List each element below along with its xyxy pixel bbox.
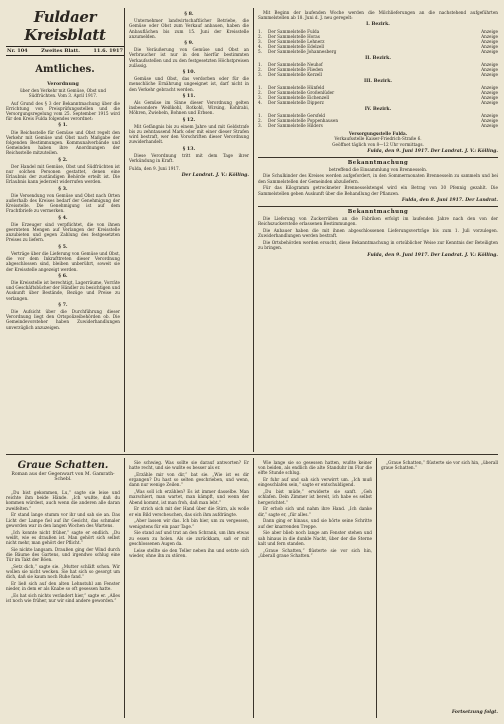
office-signature: Fulda, den 9. Juni 1917. Der Landrat. J. V.: Kölling. (367, 148, 498, 154)
list-item: 5. Der Sammelstelle Johannesberg Anzeige (258, 48, 498, 54)
list-heading: III. Bezirk. (363, 78, 392, 84)
office-line: Geöffnet täglich von 8—12 Uhr vormittags. (332, 141, 424, 147)
office-line: Versorgungsstelle Fulda. (348, 131, 408, 137)
issue-number: Nr. 104 (7, 48, 28, 54)
list-item: 1. Der Sammelstelle Hünfeld Anzeige (258, 85, 498, 91)
notice-signature: Fulda, den 8. Juni 1917. Der Landrat. (401, 197, 498, 203)
notice-subtitle: betreffend die Einsammlung von Brennesseln. (328, 167, 428, 173)
regulation-intro: Auf Grund des § 3 der Bekanntmachung über die Errichtung von Preisprüfungsstellen und die Versorgungsregelung vom 25. September 1915 wird für den Kreis Fulda folgendes verordnet: (6, 100, 120, 122)
notice-text: Die Anbauer haben die mit ihnen abgeschlossenen Lieferungsverträge bis zum 1. Juli vorzulegen. Zuwiderhandlungen werden bestraft. (258, 228, 498, 239)
paragraph-number: § 10. (182, 69, 196, 76)
paragraph-number: § 13. (182, 145, 196, 152)
list-item: 1. Der Sammelstelle Fulda Anzeige (258, 28, 498, 34)
novel-paragraph: Er stand lange stumm vor ihr und sah sie an. Das Licht der Lampe fiel auf ihr Gesicht, das schmaler geworden war in den langen Wochen des Wartens. (6, 512, 120, 528)
signature-place: Fulda, den 9. Juni 1917. (129, 166, 181, 172)
signature: Der Landrat. J. V.: Kölling. (181, 173, 249, 179)
masthead (6, 6, 124, 78)
list-item: 3. Der Sammelstelle Lehnerz Anzeige (258, 38, 498, 44)
regulation-column-left (6, 80, 120, 450)
issue-line (6, 46, 124, 56)
notice-signature: Fulda, den 9. Juni 1917. Der Landrat. J. V.: Kölling. (367, 252, 498, 258)
notice-text: Für das Kilogramm getrockneter Brennesselstengel wird ein Betrag von 30 Pfennig gezahlt. Die Sammelstellen geben Auskunft über die Behandlung der Pflanzen. (258, 185, 498, 196)
novel-paragraph: Dann ging er hinaus, und sie hörte seine Schritte auf der knarrenden Treppe. (258, 518, 372, 529)
list-item: 2. Der Sammelstelle Horas Anzeige (258, 33, 498, 39)
paragraph-text: Die Veräußerung von Gemüse und Obst an Verbraucher ist nur in den hierfür bestimmten Verkaufsstellen und zu den festgesetzten Höchstpreisen zulässig. (129, 47, 249, 68)
continuation-note: Fortsetzung folgt. (451, 710, 498, 716)
notice-text: Die Ortsbehörden werden ersucht, diese Bekanntmachung in ortsüblicher Weise zur Kenntnis der Beteiligten zu bringen. (258, 240, 498, 251)
list-item: 1. Der Sammelstelle Gersfeld Anzeige (258, 113, 498, 119)
novel-paragraph: Sie schwieg. Was sollte sie darauf antworten? Er hatte recht, und sie wußte es besser als er. (129, 460, 249, 471)
list-item: 2. Der Sammelstelle Poppenhausen Anzeige (258, 118, 498, 124)
paragraph-text: Der Handel mit Gemüse, Obst und Südfrüchten ist nur solchen Personen gestattet, denen eine Erlaubnis der zuständigen Behörde erteilt ist. Die Erlaubnis kann jederzeit widerrufen werden. (6, 163, 120, 185)
novel-column-3 (258, 460, 372, 718)
delivery-list (258, 29, 498, 54)
paragraph-text: Mit Gefängnis bis zu einem Jahre und mit Geldstrafe bis zu zehntausend Mark oder mit einer dieser Strafen wird bestraft, wer den Vorschriften dieser Verordnung zuwiderhandelt. (129, 123, 249, 145)
paragraph-text: Unternehmer landwirtschaftlicher Betriebe, die Gemüse oder Obst zum Verkauf anbauen, haben die Anbauflächen bis zum 15. Juni der Kreisstelle anzumelden. (129, 18, 249, 39)
list-item: 2. Der Sammelstelle Flieden Anzeige (258, 66, 498, 72)
delivery-list (258, 62, 498, 77)
regulation-column-middle (129, 10, 249, 450)
novel-column-2 (129, 460, 249, 718)
newspaper-title: Fuldaer Kreisblatt (24, 8, 106, 44)
list-item: 3. Der Sammelstelle Eichenzell Anzeige (258, 95, 498, 101)
paragraph-number: § 4. (58, 214, 68, 221)
paragraph-text: Die Reichsstelle für Gemüse und Obst regelt den Verkehr mit Gemüse und Obst nach Maßgabe der folgenden Bestimmungen. Kommunalverbände und Gemeinden haben ihre Anordnungen der Reichsstelle mitzuteilen. (6, 129, 120, 156)
paragraph-number: § 12. (182, 116, 196, 123)
list-item: 3. Der Sammelstelle Kerzell Anzeige (258, 71, 498, 77)
novel-paragraph: „Ich konnte nicht früher,“ sagte er endlich. „Du weißt, wie es draußen ist. Man gehört sich selbst nicht mehr, man gehört der Pflicht.“ (6, 529, 120, 546)
regulation-subtitle: über den Verkehr mit Gemüse, Obst und Südfrüchten. Vom 3. April 1917. (20, 88, 106, 99)
paragraph-number: § 6. (58, 272, 68, 279)
list-item: 1. Der Sammelstelle Neuhof Anzeige (258, 61, 498, 67)
notice-heading: Bekanntmachung (347, 160, 409, 167)
novel-paragraph: „Du bist müde,“ erwiderte sie sanft. „Geh schlafen. Dein Zimmer ist bereit, ich habe es selbst hergerichtet.“ (258, 489, 372, 505)
novel-paragraph: Leise stellte sie den Teller neben ihn und setzte sich wieder, ohne ihn zu stören. (129, 547, 249, 558)
list-heading: I. Bezirk. (366, 22, 390, 28)
paragraph-text: Verträge über die Lieferung von Gemüse und Obst, die vor dem Inkrafttreten dieser Verordnung abgeschlossen sind, bleiben unberührt, soweit sie der Kreisstelle angezeigt werden. (6, 250, 120, 272)
list-heading: IV. Bezirk. (364, 107, 392, 113)
novel-column-4 (381, 460, 498, 718)
list-heading: II. Bezirk. (365, 55, 391, 61)
novel-column-1 (6, 490, 120, 718)
novel-paragraph: „Du bist gekommen, Lu,“ sagte sie leise und reichte ihm beide Hände. „Ich wußte, daß du kommen würdest, auch wenn die anderen alle daran zweifelten.“ (6, 490, 120, 511)
paragraph-number: § 8. (184, 11, 194, 17)
novel-paragraph: „Aber lassen wir das. Ich bin hier, um zu vergessen, wenigstens für ein paar Tage.“ (129, 518, 249, 529)
novel-paragraph: „Graue Schatten,“ flüsterte sie vor sich hin, „überall graue Schatten.“ (381, 460, 498, 471)
office-line: Verkaufsstelle Kaiser-Friedrich-Straße 6. (334, 136, 422, 142)
list-item: 2. Der Sammelstelle Großenlüder Anzeige (258, 90, 498, 96)
regulation-heading: Verordnung (47, 81, 79, 87)
notice-text: Die Lieferung von Zuckerrüben an die Fabriken erfolgt im laufenden Jahre nach den von der Reichszuckerstelle erlassenen Bestimmungen. (258, 216, 498, 227)
novel-paragraph: „Was soll ich erzählen? Es ist immer dasselbe. Man marschiert, man wartet, man kämpft, und wenn der Abend kommt, ist man froh, daß man lebt.“ (129, 489, 249, 505)
novel-paragraph: Er ließ sich auf den alten Lehnstuhl am Fenster nieder, in dem er als Knabe so oft gesessen hatte. (6, 581, 120, 592)
paragraph-text: Die Versendung von Gemüse und Obst nach Orten außerhalb des Kreises bedarf der Genehmigung der Kreisstelle. Die Genehmigung ist auf dem Frachtbriefe zu vermerken. (6, 192, 120, 214)
notice-heading: Bekanntmachung (347, 209, 409, 216)
list-item: 3. Der Sammelstelle Hilders Anzeige (258, 123, 498, 129)
novel-title: Graue Schatten. (17, 460, 109, 471)
paragraph-number: § 9. (184, 40, 194, 47)
delivery-list (258, 113, 498, 128)
amtliches-heading: Amtliches. (35, 64, 95, 75)
novel-paragraph: Wie lange sie so gesessen hatten, wußte keiner von beiden, als endlich die alte Standuhr im Flur die elfte Stunde schlug. (258, 460, 372, 476)
paragraph-number: § 2. (58, 156, 68, 163)
paragraph-text: Diese Verordnung tritt mit dem Tage ihrer Verkündung in Kraft. (129, 152, 249, 164)
paragraph-number: § 11. (182, 92, 196, 99)
list-item: 4. Der Sammelstelle Dipperz Anzeige (258, 100, 498, 106)
novel-paragraph: „Erzähle mir von dir,“ bat sie. „Wie ist es dir ergangen? Du hast so selten geschrieben, und wenn, dann nur wenige Zeilen.“ (129, 472, 249, 488)
novel-paragraph: „Setz dich,“ sagte sie. „Mutter schläft schon. Wir wollen sie nicht wecken. Sie hat sich so gesorgt um dich, daß sie kaum noch Ruhe fand.“ (6, 564, 120, 580)
notices-column-right (258, 10, 498, 450)
novel-title-block (6, 460, 120, 482)
notice-text: Die Schulkinder des Kreises werden aufgefordert, in den Sommermonaten Brennesseln zu sammeln und bei den Sammelstellen der Gemeinden abzuliefern. (258, 173, 498, 184)
novel-paragraph: Sie aber blieb noch lange am Fenster stehen und sah hinaus in die dunkle Nacht, über der die Sterne kalt und fern standen. (258, 530, 372, 546)
list-item: 4. Der Sammelstelle Edelzell Anzeige (258, 43, 498, 49)
delivery-intro: Mit Beginn der laufenden Woche werden die Milchlieferungen an die nachstehend aufgeführten Sammelstellen ab 18. Juni d. J. neu geregelt: (258, 10, 498, 21)
paragraph-number: § 1. (58, 122, 68, 129)
paragraph-number: § 3. (58, 185, 68, 192)
novel-paragraph: Er fuhr auf und sah sich verwirrt um. „Ich muß eingeschlafen sein,“ sagte er entschuldigend. (258, 477, 372, 488)
paragraph-text: Die Aufsicht über die Durchführung dieser Verordnung liegt den Ortspolizeibehörden ob. Die Gemeindevorsteher haben Zuwiderhandlungen unverzüglich anzuzeigen. (6, 308, 120, 330)
novel-paragraph: Er erhob sich und nahm ihre Hand. „Ich danke dir,“ sagte er, „für alles.“ (258, 506, 372, 517)
delivery-list (258, 85, 498, 105)
paragraph-text: Die Erzeuger sind verpflichtet, die von ihnen geernteten Mengen auf Verlangen der Kreisstelle anzubieten und gegen Zahlung des festgesetzten Preises zu liefern. (6, 221, 120, 243)
novel-paragraph: „Graue Schatten,“ flüsterte sie vor sich hin, „überall graue Schatten.“ (258, 547, 372, 558)
novel-paragraph: Sie stand auf und trat an den Schrank, um ihm etwas zu essen zu holen. Als sie zurückkam, saß er mit geschlossenen Augen da. (129, 530, 249, 546)
novel-paragraph: Er strich sich mit der Hand über die Stirn, als wolle er ein Bild verscheuchen, das sich ihm aufdrängte. (129, 506, 249, 517)
paragraph-number: § 7. (58, 301, 68, 308)
issue-date: 11.6. 1917 (93, 48, 123, 54)
novel-paragraph: Sie nickte langsam. Draußen ging der Wind durch die Bäume des Gartens, und irgendwo schlug eine Tür im Takt der Böen. (6, 546, 120, 563)
paragraph-text: Als Gemüse im Sinne dieser Verordnung gelten insbesondere Weißkohl, Rotkohl, Wirsing, Kohlrabi, Möhren, Zwiebeln, Bohnen und Erbsen. (129, 100, 249, 116)
sheet-label: Zweites Blatt. (41, 48, 80, 54)
novel-paragraph: „Es hat sich nichts verändert hier,“ sagte er. „Alles ist noch wie früher, nur wir sind andere geworden.“ (6, 593, 120, 604)
paragraph-text: Gemüse und Obst, das verdorben oder für die menschliche Ernährung ungeeignet ist, darf nicht in den Verkehr gebracht werden. (129, 76, 249, 92)
paragraph-number: § 5. (58, 243, 68, 250)
paragraph-text: Die Kreisstelle ist berechtigt, Lagerräume, Vorräte und Geschäftsbücher der Händler zu besichtigen und Auskunft über Bestände, Bezüge und Preise zu verlangen. (6, 279, 120, 301)
novel-subtitle: Roman aus der Gegenwart von M. Gamrath-Schebl. (11, 472, 115, 482)
